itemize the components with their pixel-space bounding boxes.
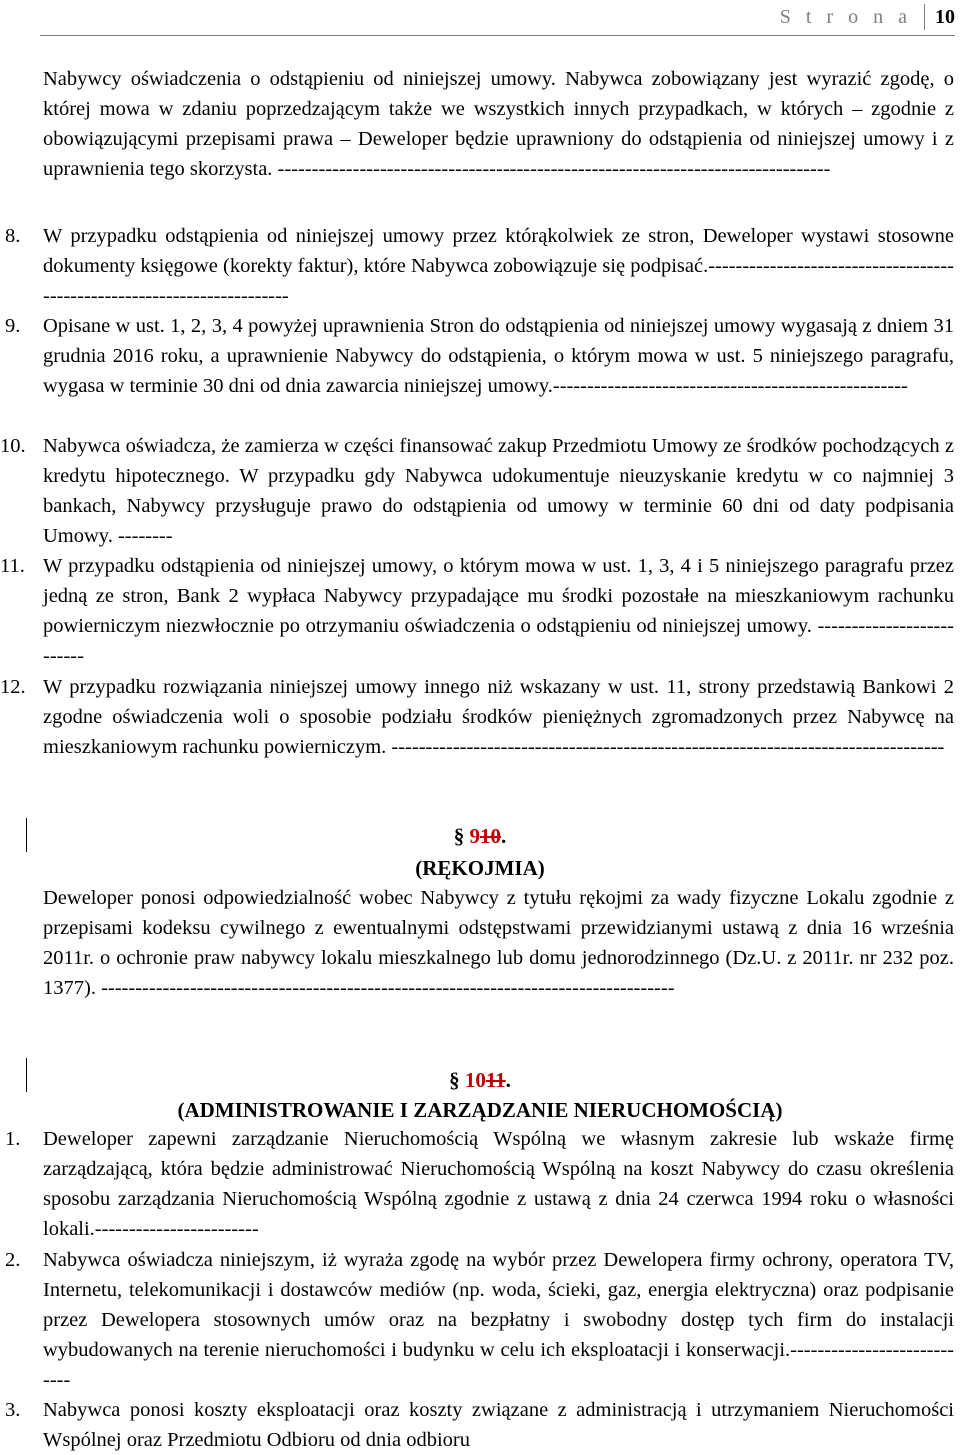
item-number: 8.: [5, 225, 21, 247]
page-label: S t r o n a: [779, 5, 912, 28]
item-text: Nabywca ponosi koszty eksploatacji oraz koszty związane z administracją i utrzymaniem Nieruchomości Wspólnej oraz Przedmiotu Odbioru od dnia odbioru: [43, 1399, 954, 1451]
page-number: 10: [935, 5, 955, 28]
item-text: Nabywca oświadcza, że zamierza w części finansować zakup Przedmiotu Umowy ze środków pochodzących z kredytu hipotecznego. W przypadku gdy Nabywca udokumentuje nieuzyskanie kredytu w co najmniej 3 bankach, Nabywcy przysługuje prawo do odstąpienia od umowy w terminie 60 dni od daty podpisania Umowy. --------: [43, 435, 954, 547]
item-text: Nabywca oświadcza niniejszym, iż wyraża zgodę na wybór przez Dewelopera firmy ochrony, operatora TV, Internetu, telekomunikacji i dostawców mediów (np. woda, ścieki, gaz, energia elektryczna) oraz podpisanie przez Dewelopera stosownych umów oraz na bezpłatny i swobodny dostęp tych firm do instalacji wybudowanych na terenie nieruchomości i budynku w celu ich eksploatacji i konserwacji.----------------------------: [43, 1249, 954, 1391]
section-title: (ADMINISTROWANIE I ZARZĄDZANIE NIERUCHOMOŚCIĄ): [177, 1098, 783, 1122]
section-number: [0, 822, 960, 850]
section-sign: §: [453, 824, 465, 848]
section-paragraph: Deweloper ponosi odpowiedzialność wobec Nabywcy z tytułu rękojmi za wady fizyczne Lokalu zgodnie z przepisami kodeksu cywilnego z ewentualnymi odstępstwami przewidzianymi ustawą z dnia 16 września 2011r. o ochronie praw nabywcy lokalu mieszkalnego lub domu jednorodzinnego (Dz.U. z 2011r. nr 232 poz. 1377). ------------------------------------------------------------------------------------: [43, 887, 954, 999]
section-number-dot: .: [501, 824, 507, 848]
section-number-deleted: 11: [485, 1068, 506, 1092]
section-number-new: 10: [464, 1068, 486, 1092]
item-number: 12.: [0, 676, 26, 698]
item-text: W przypadku odstąpienia od niniejszej umowy przez którąkolwiek ze stron, Deweloper wystawi stosowne dokumenty księgowe (korekty faktur), które Nabywca zobowiązuje się podpisać.------------------------------------------------------------------------: [43, 225, 954, 307]
header-separator: [924, 4, 925, 30]
section-number-new: 9: [469, 824, 480, 848]
header-rule: [40, 35, 955, 36]
item-number: 9.: [5, 315, 21, 337]
item-number: 10.: [0, 435, 26, 457]
item-number: 11.: [0, 555, 25, 577]
item-text: Opisane w ust. 1, 2, 3, 4 powyżej uprawnienia Stron do odstąpienia od niniejszej umowy wygasają z dniem 31 grudnia 2016 roku, a uprawnienie Nabywcy do odstąpienia, o którym mowa w ust. 5 niniejszego paragrafu, wygasa w terminie 30 dni od dnia zawarcia niniejszej umowy.----------------------------------------------------: [43, 315, 954, 397]
item-number: 3.: [5, 1399, 21, 1421]
item-text: Deweloper zapewni zarządzanie Nieruchomością Wspólną we własnym zakresie lub wskaże firmę zarządzającą, która będzie administrować Nieruchomością Wspólną na koszt Nabywcy do czasu określenia sposobu zarządzania Nieruchomością Wspólną zgodnie z ustawą z dnia 24 czerwca 1994 roku o własności lokali.------------------------: [43, 1128, 954, 1240]
section-title: (RĘKOJMIA): [415, 856, 545, 880]
section-sign: §: [449, 1068, 460, 1092]
item-text: W przypadku rozwiązania niniejszej umowy innego niż wskazany w ust. 11, strony przedstawią Bankowi 2 zgodne oświadczenia woli o sposobie podziału środków pieniężnych zgromadzonych przez Nabywcę na mieszkaniowym rachunku powierniczym. ---------------------------------------------------------------------------------: [43, 676, 954, 758]
item-number: 2.: [5, 1249, 21, 1271]
section-number-deleted: 10: [480, 824, 501, 848]
section-number-dot: .: [505, 1068, 511, 1092]
section-number: [0, 1066, 960, 1094]
item-text: W przypadku odstąpienia od niniejszej umowy, o którym mowa w ust. 1, 3, 4 i 5 niniejszego paragrafu przez jedną ze stron, Bank 2 wypłaca Nabywcy przypadające mu środki pozostałe na mieszkaniowym rachunku powierniczym niezwłocznie po otrzymaniu oświadczenia o odstąpieniu od niniejszej umowy. --------------------------: [43, 555, 954, 667]
item-number: 1.: [5, 1128, 21, 1150]
intro-paragraph: Nabywcy oświadczenia o odstąpieniu od niniejszej umowy. Nabywca zobowiązany jest wyrazić zgodę, o której mowa w zdaniu poprzedzającym także we wszystkich innych przypadkach, w których – zgodnie z obowiązującymi przepisami prawa – Deweloper będzie uprawniony do odstąpienia od niniejszej umowy i z uprawnienia tego skorzysta. ---------------------------------------------------------------------------------: [43, 68, 954, 180]
page-header: [780, 2, 955, 32]
